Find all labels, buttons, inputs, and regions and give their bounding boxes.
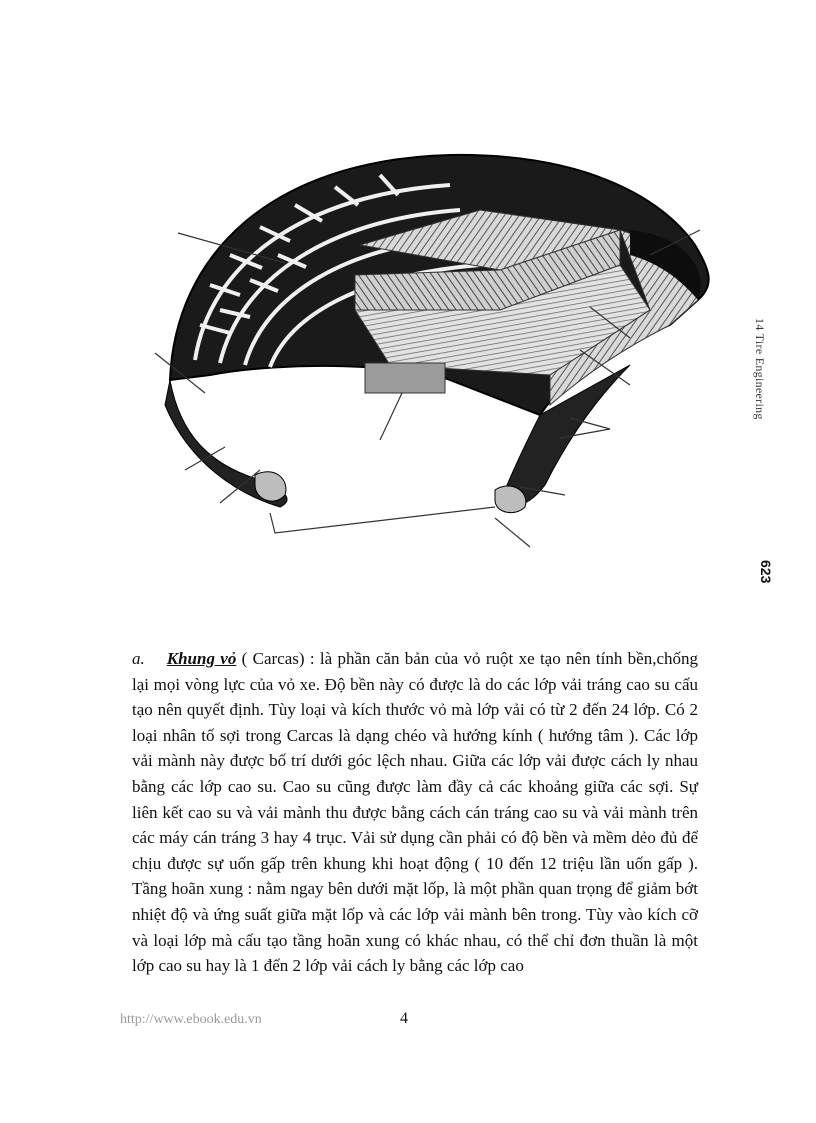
footer-url: http://www.ebook.edu.vn [120,1012,262,1027]
term-khung-vo: Khung vỏ [166,649,237,668]
inner-liner-patch [365,363,445,393]
tire-cross-section-figure [150,135,740,575]
rotated-page-number: 623 [758,560,774,584]
paragraph-carcas [132,646,698,979]
body-paragraph-block [132,646,698,979]
left-bead [255,472,286,501]
paragraph-text: ( Carcas) : là phần căn bản của vỏ ruột xe tạo nên tính bền,chống lại mọi vòng lực của vỏ xe. Độ bền này có được là do các lớp vải tráng cao su cấu tạo nên quyết định. Tùy loại và kích thước vỏ mà lớp vải có từ 2 đến 24 lớp. Có 2 loại nhân tố sợi trong Carcas là dạng chéo và hướng kính ( hướng tâm ). Các lớp vải mành này được bố trí dưới góc lệch nhau. Giữa các lớp vải được cách ly nhau bằng các lớp cao su. Cao su cũng được làm đầy cả các khoảng giữa các sợi. Sự liên kết cao su và vải mành thu được bằng cách cán tráng cao su và vải mành trên các máy cán tráng 3 hay 4 trục. Vải sử dụng cần phải có độ bền và mềm dẻo đủ để chịu được sự uốn gấp trên khung khi hoạt động ( 10 đến 12 triệu lần uốn gấp ). Tầng hoãn xung : nằm ngay bên dưới mặt lốp, là một phần quan trọng để giảm bớt nhiệt độ và ứng suất giữa mặt lốp và các lớp vải mành bên trong. Tùy vào kích cỡ và loại lớp mà cấu tạo tầng hoãn xung có khác nhau, có thể chỉ đơn thuần là một lớp cao su hay là 1 đến 2 lớp vải cách ly bằng các lớp cao [132,649,699,976]
list-marker: a. [132,649,145,668]
running-head-caption: 14 Tire Engineering [753,318,767,420]
footer-page-number: 4 [400,1010,408,1027]
